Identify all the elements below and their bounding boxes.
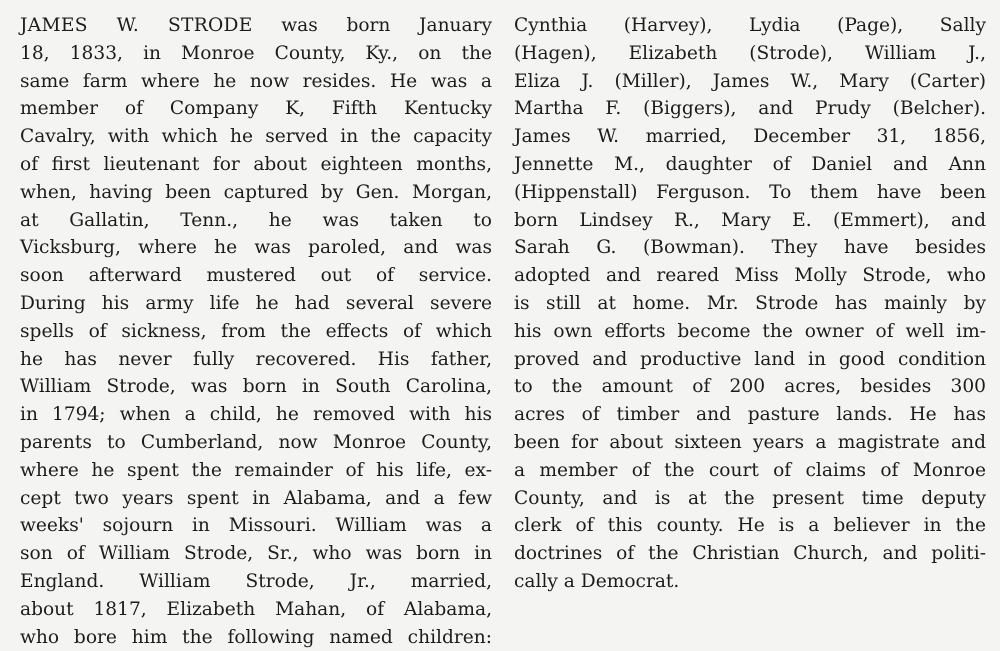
- text-line: at Gallatin, Tenn., he was taken to: [20, 209, 492, 231]
- text-line: adopted and reared Miss Molly Strode, who: [514, 265, 986, 287]
- text-line: County, and is at the present time deputy: [514, 487, 986, 509]
- text-line: spells of sickness, from the effects of which: [20, 320, 492, 342]
- text-line: soon afterward mustered out of service.: [20, 265, 492, 287]
- text-line: [20, 12, 492, 40]
- text-line: (Hippenstall) Ferguson. To them have been: [514, 181, 986, 203]
- text-line: a member of the court of claims of Monroe: [514, 459, 986, 481]
- text-line: to the amount of 200 acres, besides 300: [514, 376, 986, 398]
- text-line: member of Company K, Fifth Kentucky: [20, 98, 492, 120]
- text-line: is still at home. Mr. Strode has mainly by: [514, 292, 986, 314]
- text-line: (Hagen), Elizabeth (Strode), William J.,: [514, 42, 986, 64]
- text-line: Cavalry, with which he served in the capacity: [20, 126, 492, 148]
- text-line: cept two years spent in Alabama, and a few: [20, 487, 492, 509]
- text-line: proved and productive land in good condition: [514, 348, 986, 370]
- text-line: Vicksburg, where he was paroled, and was: [20, 237, 492, 259]
- text-line: Martha F. (Biggers), and Prudy (Belcher).: [514, 98, 986, 120]
- text-line: where he spent the remainder of his life, ex-: [20, 459, 492, 481]
- left-text-column: [20, 12, 492, 648]
- text-line: in 1794; when a child, he removed with his: [20, 404, 492, 426]
- right-text-column: [514, 12, 986, 594]
- text-line: During his army life he had several severe: [20, 292, 492, 314]
- text-line: Cynthia (Harvey), Lydia (Page), Sally: [514, 15, 986, 36]
- text-line: 18, 1833, in Monroe County, Ky., on the: [20, 42, 492, 64]
- text-line: England. William Strode, Jr., married,: [20, 570, 492, 592]
- text-line: same farm where he now resides. He was a: [20, 70, 492, 92]
- text-line: James W. married, December 31, 1856,: [514, 126, 986, 148]
- text-line: doctrines of the Christian Church, and politi-: [514, 543, 986, 565]
- text-line: clerk of this county. He is a believer in the: [514, 515, 986, 537]
- text-line: Eliza J. (Miller), James W., Mary (Carter): [514, 70, 986, 92]
- text-line: born Lindsey R., Mary E. (Emmert), and: [514, 209, 986, 231]
- subject-name: JAMES W. STRODE: [20, 15, 253, 36]
- text-line: William Strode, was born in South Carolina,: [20, 376, 492, 398]
- text-line: Sarah G. (Bowman). They have besides: [514, 237, 986, 259]
- text-line: of first lieutenant for about eighteen months,: [20, 153, 492, 175]
- text-line: about 1817, Elizabeth Mahan, of Alabama,: [20, 598, 492, 620]
- text-line-part: was born January: [281, 15, 492, 36]
- text-line: cally a Democrat.: [514, 570, 680, 592]
- text-line: when, having been captured by Gen. Morgan,: [20, 181, 492, 203]
- text-line: who bore him the following named children:: [20, 626, 492, 648]
- text-line: weeks' sojourn in Missouri. William was a: [20, 515, 492, 537]
- text-line: his own efforts become the owner of well im-: [514, 320, 986, 342]
- text-line: Jennette M., daughter of Daniel and Ann: [514, 153, 986, 175]
- text-line: he has never fully recovered. His father,: [20, 348, 492, 370]
- text-line: parents to Cumberland, now Monroe County,: [20, 431, 492, 453]
- text-line: son of William Strode, Sr., who was born in: [20, 543, 492, 565]
- text-line: acres of timber and pasture lands. He has: [514, 404, 986, 426]
- text-line: been for about sixteen years a magistrate and: [514, 431, 986, 453]
